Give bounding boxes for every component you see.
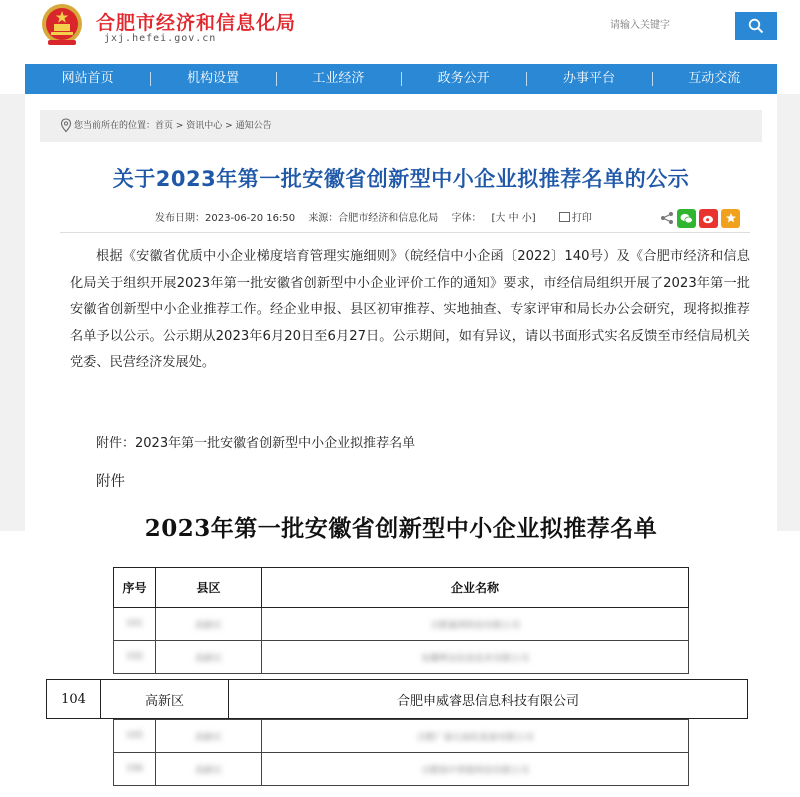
print-label: 打印 bbox=[571, 213, 592, 224]
nominee-table bbox=[113, 567, 689, 674]
attachment-link[interactable]: 附件：2023年第一批安徽省创新型中小企业拟推荐名单 bbox=[96, 436, 416, 451]
table-row bbox=[114, 753, 689, 786]
location-pin-icon bbox=[60, 118, 72, 133]
printer-icon bbox=[559, 212, 570, 222]
nav-item-interaction[interactable]: 互动交流 bbox=[652, 64, 777, 94]
blurred-cell: 高新区 bbox=[156, 608, 262, 641]
main-nav bbox=[25, 64, 777, 94]
meta-divider bbox=[60, 232, 750, 233]
search-button[interactable] bbox=[735, 12, 777, 40]
document-title: 2023年第一批安徽省创新型中小企业拟推荐名单 bbox=[144, 515, 658, 542]
print-button[interactable] bbox=[559, 213, 602, 224]
breadcrumb-notices[interactable]: 通知公告 bbox=[235, 121, 272, 131]
article-meta bbox=[155, 209, 612, 224]
font-size-control bbox=[452, 213, 546, 224]
qzone-share-icon[interactable] bbox=[721, 209, 740, 228]
publish-date: 发布日期：2023-06-20 16:50 bbox=[155, 213, 296, 224]
breadcrumb-separator: > bbox=[222, 121, 236, 131]
article-body: 根据《安徽省优质中小企业梯度培育管理实施细则》（皖经信中小企函〔2022〕140号）及《合肥市经济和信息化局关于组织开展2023年第一批安徽省创新型中小企业评价工作的通知》要求，市经信局组织开展了2023年第一批安徽省创新型中小企业推荐工作。经企业申报、县区初审推荐、实地抽查、专家评审和局长办公会研究，现将拟推荐名单予以公示。公示期从2023年6月20日至6月27日。公示期间，如有异议，请以书面形式实名反馈至市经信局机关党委、民营经济发展处。 bbox=[70, 249, 750, 370]
share-bar bbox=[660, 208, 740, 228]
column-header: 县区 bbox=[156, 568, 262, 608]
row-company-name: 合肥申威睿思信息科技有限公司 bbox=[396, 693, 579, 709]
breadcrumb-news-center[interactable]: 资讯中心 bbox=[186, 121, 223, 131]
share-icon[interactable] bbox=[660, 211, 674, 225]
blurred-cell: 合肥广泰石油化装备有限公司 bbox=[262, 720, 689, 753]
nav-item-industrial-economy[interactable]: 工业经济 bbox=[276, 64, 401, 94]
font-size-options[interactable]: [大 中 小] bbox=[491, 213, 536, 224]
weibo-share-icon[interactable] bbox=[699, 209, 718, 228]
site-name[interactable]: 合肥市经济和信息化局 bbox=[96, 12, 297, 34]
table-row bbox=[114, 641, 689, 674]
national-emblem-icon[interactable] bbox=[38, 2, 86, 48]
nominee-table-continued bbox=[113, 719, 689, 786]
page-gutter-left bbox=[0, 94, 25, 531]
blurred-cell: 102 bbox=[114, 641, 156, 674]
column-header: 序号 bbox=[114, 568, 156, 608]
breadcrumb-prefix: 您当前所在的位置： bbox=[74, 121, 156, 131]
font-size-label: 字体： bbox=[451, 213, 482, 224]
nav-item-government-affairs[interactable]: 政务公开 bbox=[401, 64, 526, 94]
search-icon bbox=[748, 18, 764, 34]
wechat-share-icon[interactable] bbox=[677, 209, 696, 228]
table-row bbox=[114, 608, 689, 641]
blurred-cell: 合肥扬中智能科技有限公司 bbox=[262, 753, 689, 786]
site-header bbox=[0, 0, 800, 62]
blurred-cell: 105 bbox=[114, 720, 156, 753]
article-title: 关于2023年第一批安徽省创新型中小企业拟推荐名单的公示 bbox=[112, 167, 690, 191]
row-district: 高新区 bbox=[101, 680, 229, 718]
blurred-cell: 高新区 bbox=[156, 720, 262, 753]
attachment-heading: 附件 bbox=[96, 474, 125, 490]
blurred-cell: 高新区 bbox=[156, 753, 262, 786]
table-header-row bbox=[114, 568, 689, 608]
blurred-cell: 合肥盛鸿科技有限公司 bbox=[262, 608, 689, 641]
blurred-cell: 高新区 bbox=[156, 641, 262, 674]
table-row bbox=[114, 720, 689, 753]
column-header: 企业名称 bbox=[262, 568, 689, 608]
highlighted-table-row bbox=[46, 679, 748, 719]
site-domain: jxj.hefei.gov.cn bbox=[104, 33, 217, 44]
article-source: 来源：合肥市经济和信息化局 bbox=[308, 213, 439, 224]
blurred-cell: 101 bbox=[114, 608, 156, 641]
breadcrumb-separator: > bbox=[173, 121, 187, 131]
page-gutter-right bbox=[777, 94, 800, 531]
blurred-cell: 安徽辉达信息技术有限公司 bbox=[262, 641, 689, 674]
nav-item-service-platform[interactable]: 办事平台 bbox=[526, 64, 651, 94]
nav-item-home[interactable]: 网站首页 bbox=[61, 71, 114, 86]
search-input[interactable] bbox=[600, 14, 732, 38]
breadcrumb bbox=[40, 110, 762, 142]
row-number: 104 bbox=[47, 680, 101, 718]
blurred-cell: 106 bbox=[114, 753, 156, 786]
nav-item-organization[interactable]: 机构设置 bbox=[150, 64, 275, 94]
breadcrumb-home[interactable]: 首页 bbox=[155, 121, 174, 131]
